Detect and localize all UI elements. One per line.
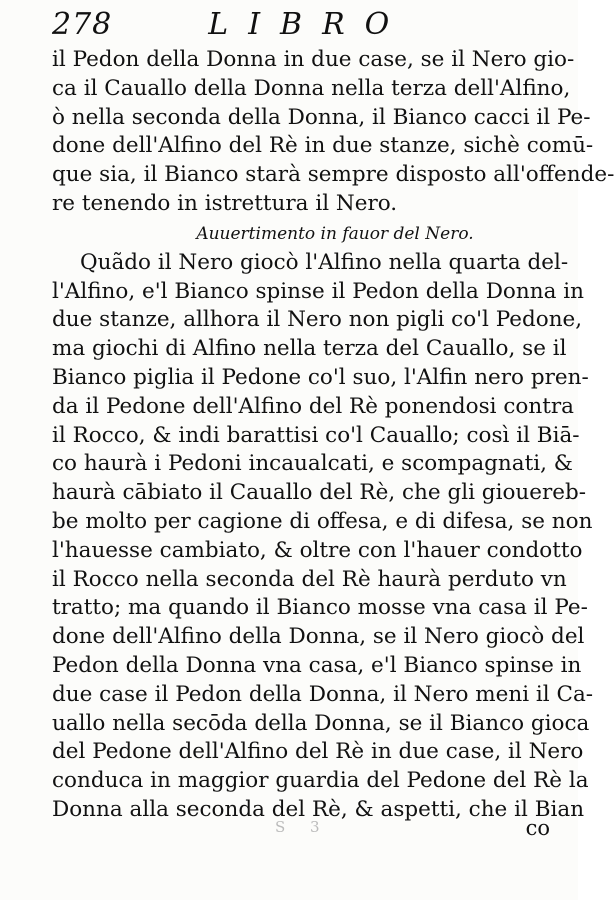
text-line: il Rocco nella seconda del Rè haurà perduto vn [52, 566, 567, 592]
text-line: due case il Pedon della Donna, il Nero meni il Ca- [52, 681, 594, 707]
text-line: tratto; ma quando il Bianco mosse vna casa il Pe- [52, 595, 588, 621]
text-line: Pedon della Donna vna casa, e'l Bianco spinse in [52, 652, 582, 678]
text-line: be molto per cagione di offesa, e di difesa, se non [52, 508, 593, 534]
body-text [52, 46, 614, 825]
text-line: conduca in maggior guardia del Pedone del Rè la [52, 768, 589, 794]
text-line: l'hauesse cambiato, & oltre con l'hauer condotto [52, 537, 583, 563]
text-line: da il Pedone dell'Alfino del Rè ponendosi contra [52, 393, 574, 419]
page-number: 278 [52, 6, 113, 42]
signature-mark: S 3 [275, 818, 330, 836]
text-line: done dell'Alfino della Donna, se il Nero giocò del [52, 624, 585, 650]
text-line: il Pedon della Donna in due case, se il Nero gio- [52, 47, 575, 72]
text-line: due stanze, allhora il Nero non pigli co'l Pedone, [52, 307, 583, 333]
text-line: haurà cābiato il Cauallo del Rè, che gli giouereb- [52, 480, 586, 506]
section-heading: Auuertimento in fauor del Nero. [196, 223, 474, 244]
text-line: ò nella seconda della Donna, il Bianco cacci il Pe- [52, 104, 591, 130]
text-line: done dell'Alfino del Rè in due stanze, sichè comū- [52, 133, 594, 159]
text-line: ca il Cauallo della Donna nella terza dell'Alfino, [52, 75, 571, 101]
text-line: re tenendo in istrettura il Nero. [52, 190, 398, 216]
text-line: que sia, il Bianco starà sempre disposto all'offende- [52, 162, 614, 188]
text-line: Bianco piglia il Pedone co'l suo, l'Alfin nero pren- [52, 364, 589, 390]
text-line: il Rocco, & indi barattisi co'l Cauallo; così il Biā- [52, 422, 580, 448]
catchword: co [525, 816, 550, 840]
text-line: del Pedone dell'Alfino del Rè in due case, il Nero [52, 739, 584, 765]
text-line: Quãdo il Nero giocò l'Alfino nella quarta del- [80, 249, 569, 275]
running-title: LIBRO [208, 6, 410, 42]
text-line: ma giochi di Alfino nella terza del Cauallo, se il [52, 336, 567, 362]
text-line: Donna alla seconda del Rè, & aspetti, che il Bian [52, 796, 585, 822]
text-line: uallo nella secōda della Donna, se il Bianco gioca [52, 710, 590, 736]
running-head [52, 4, 558, 44]
text-line: co haurà i Pedoni incaualcati, e scompagnati, & [52, 451, 573, 477]
text-line: l'Alfino, e'l Bianco spinse il Pedon della Donna in [52, 278, 584, 304]
